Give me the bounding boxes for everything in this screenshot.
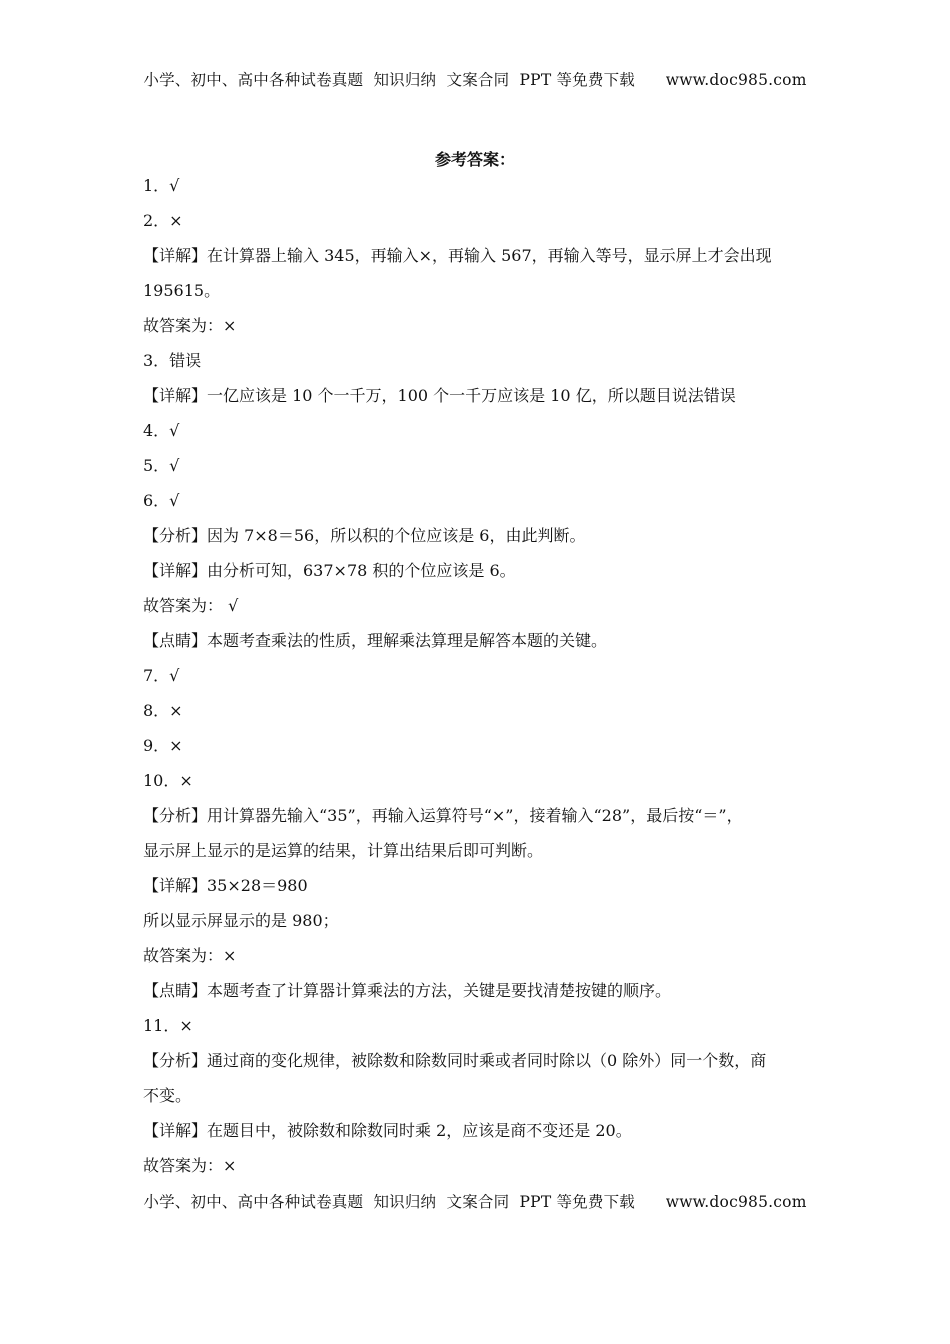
answer-line: 【点睛】本题考查乘法的性质，理解乘法算理是解答本题的关键。	[143, 631, 608, 650]
answer-line: 【分析】用计算器先输入“35”，再输入运算符号“×”，接着输入“28”，最后按“＝”，	[143, 806, 743, 825]
answer-line: 6．√	[143, 491, 180, 510]
answer-line: 【详解】一亿应该是 10 个一千万，100 个一千万应该是 10 亿，所以题目说法错误	[143, 386, 736, 405]
answer-line: 【详解】在计算器上输入 345，再输入×，再输入 567，再输入等号，显示屏上才会出现	[143, 246, 772, 265]
answer-line: 【分析】因为 7×8＝56，所以积的个位应该是 6，由此判断。	[143, 526, 586, 545]
answer-list	[143, 168, 803, 1183]
answer-line: 7．√	[143, 666, 180, 685]
answer-line: 【点睛】本题考查了计算器计算乘法的方法，关键是要找清楚按键的顺序。	[143, 981, 672, 1000]
answer-line: 不变。	[143, 1086, 192, 1105]
answer-line: 故答案为： √	[143, 596, 239, 615]
page-header: 小学、初中、高中各种试卷真题 知识归纳 文案合同 PPT 等免费下载 www.doc985.com	[143, 71, 807, 89]
answer-line: 所以显示屏显示的是 980；	[143, 911, 339, 930]
page-footer: 小学、初中、高中各种试卷真题 知识归纳 文案合同 PPT 等免费下载 www.doc985.com	[143, 1193, 807, 1211]
answer-line: 故答案为：×	[143, 946, 237, 965]
answer-line: 【详解】由分析可知，637×78 积的个位应该是 6。	[143, 561, 516, 580]
answer-line: 故答案为：×	[143, 316, 237, 335]
answer-line: 11．×	[143, 1016, 193, 1035]
answer-line: 【详解】在题目中，被除数和除数同时乘 2，应该是商不变还是 20。	[143, 1121, 632, 1140]
answer-line: 4．√	[143, 421, 180, 440]
answer-line: 【详解】35×28＝980	[143, 876, 308, 895]
answer-line: 【分析】通过商的变化规律，被除数和除数同时乘或者同时除以（0 除外）同一个数，商	[143, 1051, 767, 1070]
answer-line: 5．√	[143, 456, 180, 475]
answer-line: 3．错误	[143, 351, 202, 370]
answer-line: 8．×	[143, 701, 183, 720]
answer-line: 故答案为：×	[143, 1156, 237, 1175]
answer-line: 9．×	[143, 736, 183, 755]
answer-line: 10．×	[143, 771, 193, 790]
answer-line: 1．√	[143, 176, 180, 195]
answer-line: 2．×	[143, 211, 183, 230]
answer-line: 195615。	[143, 281, 221, 300]
answer-line: 显示屏上显示的是运算的结果，计算出结果后即可判断。	[143, 841, 544, 860]
page-title: 参考答案：	[434, 150, 515, 169]
